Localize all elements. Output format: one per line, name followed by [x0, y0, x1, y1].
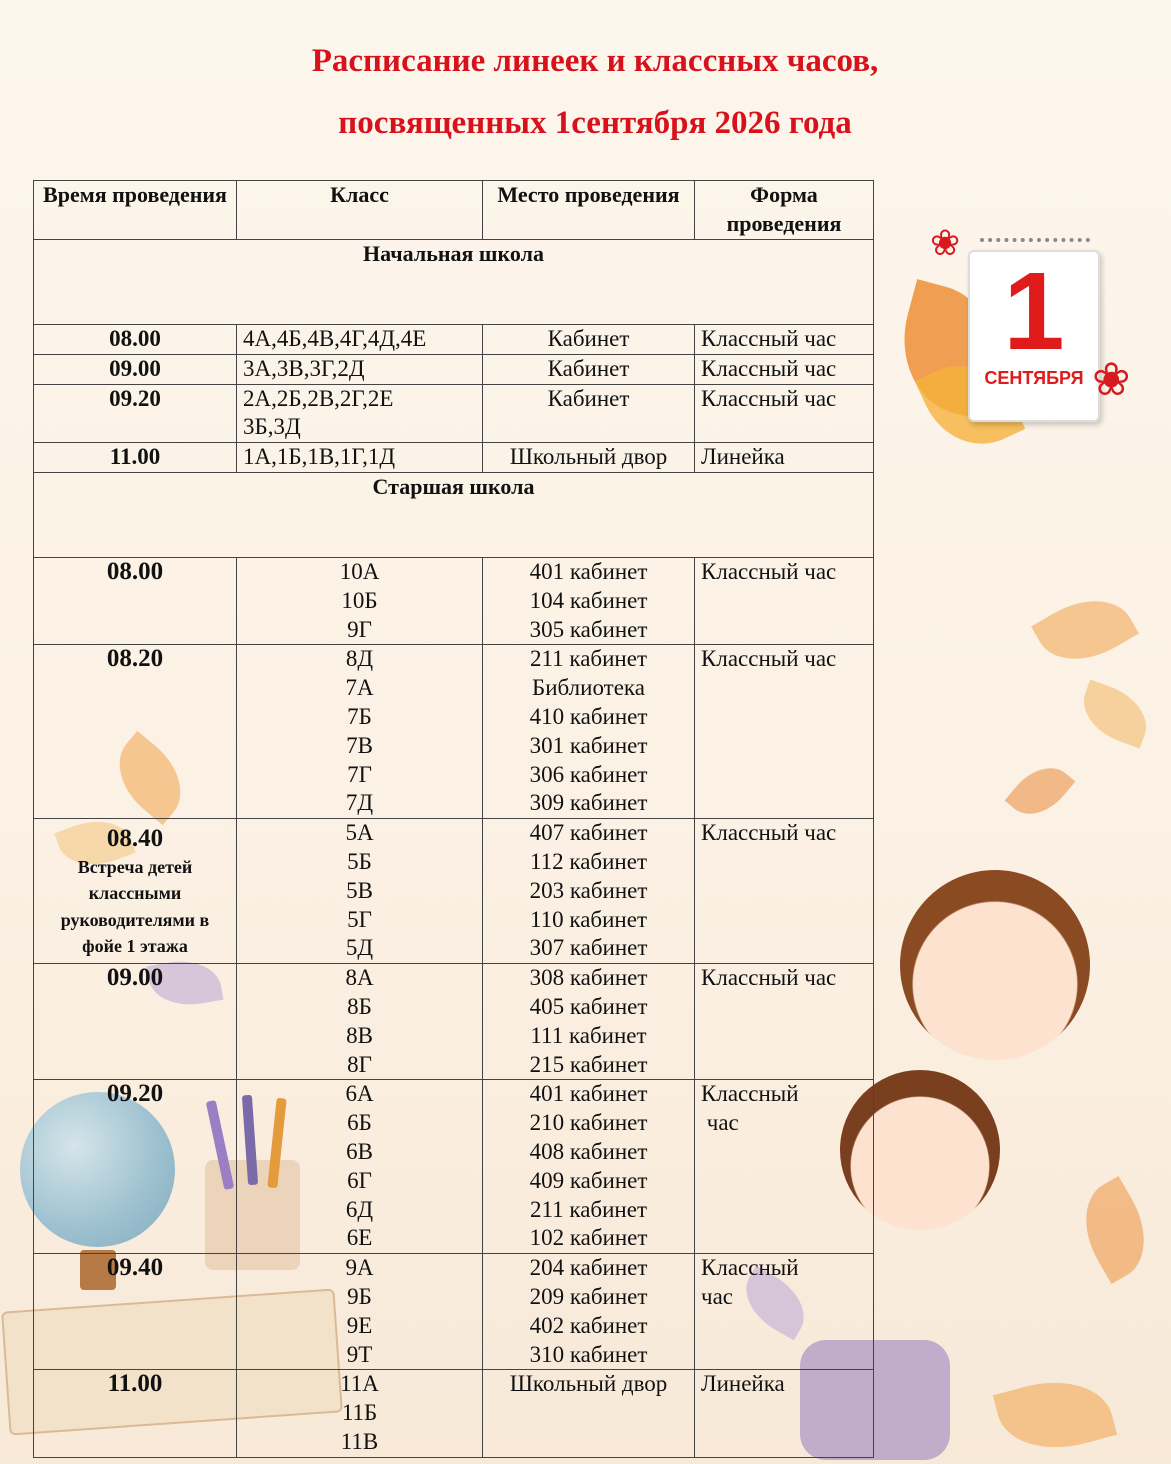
place-line: 211 кабинет: [529, 646, 647, 672]
boy-illustration: [900, 870, 1090, 1060]
class-cell: [237, 1254, 483, 1370]
title-line-1: Расписание линеек и классных часов,: [311, 43, 879, 79]
table-header-row: [34, 181, 874, 240]
class-line: 7Д: [345, 790, 374, 816]
place-line: 215 кабинет: [529, 1051, 648, 1077]
class-cell: 1А,1Б,1В,1Г,1Д: [237, 443, 483, 473]
class-line: 8Б: [347, 993, 372, 1019]
time-cell: 09.00: [34, 964, 237, 1080]
meeting-note: Встреча детей классными руководителями в фойе 1 этажа: [60, 856, 210, 957]
leaf-decoration: [1074, 679, 1156, 748]
table-row: [34, 325, 874, 355]
section-row: [34, 472, 874, 557]
ribbon-bow-icon: ❀: [930, 223, 961, 263]
header-class: Класс: [237, 181, 483, 240]
leaf-decoration: [1005, 755, 1076, 828]
header-place: Место проведения: [483, 181, 695, 240]
class-line: 8А: [345, 965, 374, 991]
class-line: 11Б: [341, 1400, 378, 1426]
place-cell: Кабинет: [483, 325, 695, 355]
class-line: 11А: [340, 1371, 379, 1397]
ribbon-bow-icon: ❀: [1092, 354, 1131, 405]
place-line: 402 кабинет: [529, 1312, 648, 1338]
place-line: 408 кабинет: [529, 1138, 648, 1164]
place-cell: [483, 1080, 695, 1254]
time-cell: 09.20: [34, 1080, 237, 1254]
class-cell: [237, 1370, 483, 1457]
time-cell: 09.40: [34, 1254, 237, 1370]
class-line: 7В: [346, 732, 373, 758]
table-row: [34, 443, 874, 473]
class-line: 5А: [345, 820, 374, 846]
table-row: [34, 645, 874, 819]
calendar-badge: [968, 250, 1100, 422]
leaf-decoration: [993, 1367, 1117, 1463]
place-line: 307 кабинет: [529, 935, 648, 961]
time-cell: 09.00: [34, 354, 237, 384]
place-line: 203 кабинет: [529, 877, 648, 903]
form-cell: Классный час: [695, 964, 874, 1080]
time-cell: 11.00: [34, 443, 237, 473]
class-line: 9Т: [346, 1341, 373, 1367]
place-cell: [483, 964, 695, 1080]
title-line-2: посвященных 1сентября 2026 года: [338, 105, 852, 141]
class-line: 5В: [346, 877, 373, 903]
class-line: 6А: [345, 1081, 374, 1107]
place-cell: [483, 1254, 695, 1370]
place-line: 401 кабинет: [529, 1081, 648, 1107]
time-cell: 09.20: [34, 384, 237, 443]
table-row: [34, 1254, 874, 1370]
form-cell: Классный час: [695, 557, 874, 644]
table-row: [34, 1080, 874, 1254]
class-line: 6Г: [347, 1167, 372, 1193]
class-line: 10А: [339, 558, 380, 584]
place-line: 111 кабинет: [530, 1022, 647, 1048]
class-line: 5Г: [347, 906, 372, 932]
class-line: 2А,2Б,2В,2Г,2Е: [243, 385, 394, 411]
place-line: 301 кабинет: [529, 732, 648, 758]
table-row: [34, 819, 874, 964]
class-cell: 4А,4Б,4В,4Г,4Д,4Е: [237, 325, 483, 355]
leaf-decoration: [1031, 582, 1139, 679]
place-cell: [483, 1370, 695, 1457]
header-form: Форма проведения: [695, 181, 874, 240]
leaf-decoration: [1067, 1176, 1164, 1284]
place-line: 305 кабинет: [529, 616, 648, 642]
time-value: 08.40: [106, 825, 164, 853]
class-line: 11В: [340, 1428, 379, 1454]
class-line: 6В: [346, 1138, 373, 1164]
form-cell: Линейка: [695, 443, 874, 473]
form-line: час: [701, 1283, 733, 1309]
place-cell: [483, 557, 695, 644]
class-cell: [237, 964, 483, 1080]
table-row: [34, 1370, 874, 1457]
class-line: 5Б: [347, 848, 372, 874]
class-line: 8В: [346, 1022, 373, 1048]
place-line: 204 кабинет: [529, 1255, 648, 1281]
form-cell: Классный час: [695, 354, 874, 384]
place-line: 310 кабинет: [529, 1341, 648, 1367]
table-row: [34, 557, 874, 644]
place-line: Школьный двор: [509, 1371, 668, 1397]
section-row: [34, 240, 874, 325]
class-line: 7Г: [347, 761, 372, 787]
class-cell: [237, 645, 483, 819]
header-time: Время проведения: [34, 181, 237, 240]
calendar-number: 1: [1003, 250, 1065, 373]
time-cell: 11.00: [34, 1370, 237, 1457]
class-line: 6Е: [346, 1225, 373, 1251]
class-line: 3Б,3Д: [243, 414, 301, 440]
class-line: 9А: [345, 1255, 374, 1281]
time-cell: 08.00: [34, 325, 237, 355]
class-cell: [237, 819, 483, 964]
place-cell: Кабинет: [483, 384, 695, 443]
time-cell: [34, 819, 237, 964]
page-title: [0, 30, 1171, 154]
section-primary: Начальная школа: [34, 240, 874, 325]
class-line: 9Б: [347, 1283, 372, 1309]
table-row: [34, 964, 874, 1080]
calendar-month: СЕНТЯБРЯ: [984, 368, 1084, 388]
class-line: 9Г: [347, 616, 372, 642]
place-line: 409 кабинет: [529, 1167, 648, 1193]
place-line: 309 кабинет: [529, 790, 648, 816]
class-cell: [237, 384, 483, 443]
class-line: 6Д: [345, 1196, 374, 1222]
place-line: 104 кабинет: [529, 587, 648, 613]
class-cell: [237, 557, 483, 644]
time-cell: 08.20: [34, 645, 237, 819]
class-line: 8Д: [345, 646, 374, 672]
form-cell: Линейка: [695, 1370, 874, 1457]
form-line: Классный: [701, 1081, 799, 1107]
class-line: 9Е: [346, 1312, 373, 1338]
place-line: 211 кабинет: [529, 1196, 647, 1222]
class-line: 6Б: [347, 1110, 372, 1136]
place-line: 112 кабинет: [529, 848, 647, 874]
form-cell: Классный час: [695, 384, 874, 443]
class-line: 7А: [345, 675, 374, 701]
place-cell: Школьный двор: [483, 443, 695, 473]
place-line: 102 кабинет: [529, 1225, 648, 1251]
form-cell: [695, 1254, 874, 1370]
form-cell: Классный час: [695, 325, 874, 355]
place-line: Библиотека: [532, 675, 645, 701]
place-line: 308 кабинет: [529, 965, 648, 991]
class-line: 7Б: [347, 703, 372, 729]
table-row: [34, 384, 874, 443]
class-line: 10Б: [341, 587, 378, 613]
place-line: 410 кабинет: [529, 703, 648, 729]
table-row: [34, 354, 874, 384]
time-cell: 08.00: [34, 557, 237, 644]
place-line: 210 кабинет: [529, 1110, 648, 1136]
class-cell: [237, 1080, 483, 1254]
form-line: Классный: [701, 1255, 799, 1281]
schedule-table: [33, 180, 874, 1458]
place-line: 306 кабинет: [529, 761, 648, 787]
place-line: 407 кабинет: [529, 820, 648, 846]
place-line: 110 кабинет: [529, 906, 647, 932]
place-cell: [483, 819, 695, 964]
place-line: 405 кабинет: [529, 993, 648, 1019]
class-line: 5Д: [345, 935, 374, 961]
place-cell: [483, 645, 695, 819]
section-senior: Старшая школа: [34, 472, 874, 557]
form-cell: [695, 1080, 874, 1254]
place-line: 401 кабинет: [529, 558, 648, 584]
place-cell: Кабинет: [483, 354, 695, 384]
form-cell: Классный час: [695, 819, 874, 964]
form-line: час: [701, 1110, 739, 1136]
place-line: 209 кабинет: [529, 1283, 648, 1309]
form-cell: Классный час: [695, 645, 874, 819]
class-cell: 3А,3В,3Г,2Д: [237, 354, 483, 384]
class-line: 8Г: [347, 1051, 372, 1077]
